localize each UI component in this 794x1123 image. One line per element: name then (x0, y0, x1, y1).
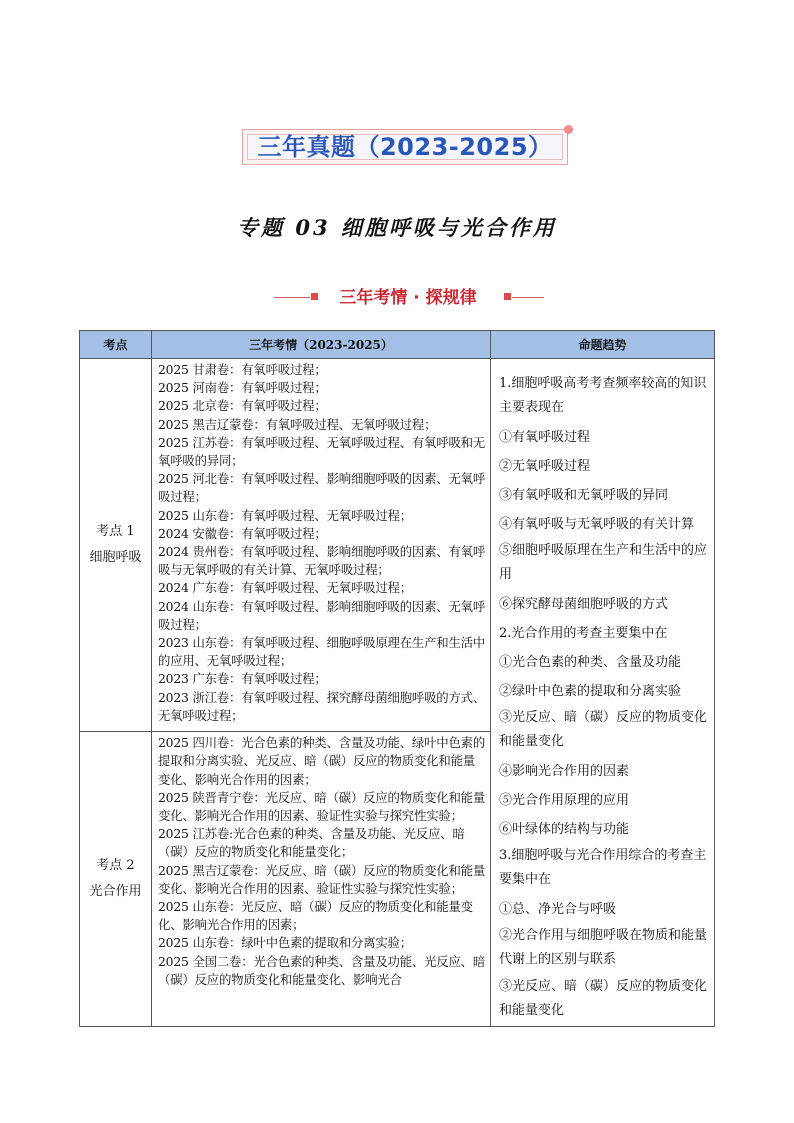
banner-dot-decoration (564, 125, 573, 134)
list-item: ①光合色素的种类、含量及功能 (499, 655, 682, 670)
list-item: ①有氧呼吸过程 (499, 430, 591, 445)
exam-analysis-table (79, 330, 715, 1027)
list-item: 2025 山东卷：光反应、暗（碳）反应的物质变化和能量变化、影响光合作用的因素； (158, 899, 473, 933)
table-header-row (80, 331, 715, 359)
list-item: 2024 贵州卷：有氧呼吸过程、影响细胞呼吸的因素、有氧呼吸与无氧呼吸的有关计算、无氧呼吸过程； (158, 544, 486, 578)
list-item: 2025 甘肃卷：有氧呼吸过程； (158, 362, 327, 377)
list-item: 2025 江苏卷：有氧呼吸过程、无氧呼吸过程、有氧呼吸和无氧呼吸的异同； (158, 434, 486, 469)
list-item: ①总、净光合与呼吸 (499, 902, 617, 917)
trend-heading: 2.光合作用的考查主要集中在 (499, 626, 668, 641)
list-item: ⑤光合作用原理的应用 (499, 793, 630, 808)
list-item: 2024 安徽卷：有氧呼吸过程； (158, 525, 327, 541)
list-item: 2025 陕晋青宁卷：光反应、暗（碳）反应的物质变化和能量变化、影响光合作用的因素、验证性实验与探究性实验； (158, 789, 486, 823)
section-heading-text: 三年考情 · 探规律 (339, 288, 477, 308)
list-item: ②无氧呼吸过程 (499, 459, 591, 474)
list-item: ⑥叶绿体的结构与功能 (499, 822, 630, 837)
heading-right-square-icon (504, 293, 511, 300)
list-item: 2025 山东卷：绿叶中色素的提取和分离实验； (158, 935, 412, 951)
trend-heading: 3.细胞呼吸与光合作用综合的考查主要集中在 (499, 848, 707, 887)
topic-cell (80, 359, 152, 732)
list-item: 2025 河北卷：有氧呼吸过程、影响细胞呼吸的因素、无氧呼吸过程； (158, 471, 486, 505)
list-item: ③光反应、暗（碳）反应的物质变化和能量变化 (499, 979, 708, 1018)
list-item: ⑤细胞呼吸原理在生产和生活中的应用 (499, 543, 708, 582)
list-item: 2025 河南卷：有氧呼吸过程； (158, 380, 327, 396)
list-item: 2025 四川卷：光合色素的种类、含量及功能、绿叶中色素的提取和分离实验、光反应、暗（碳）反应的物质变化和能量变化、影响光合作用的因素； (158, 735, 486, 787)
heading-right-line (512, 297, 544, 298)
topic-number: 考点 2 (96, 858, 135, 874)
papers-cell (152, 732, 491, 1027)
title-banner (242, 129, 568, 165)
papers-list (152, 359, 490, 725)
trend-heading: 1.细胞呼吸高考考查频率较高的知识主要表现在 (499, 376, 707, 415)
header-papers: 三年考情（2023-2025） (152, 331, 491, 359)
topic-name: 光合作用 (89, 884, 142, 900)
list-item: ③光反应、暗（碳）反应的物质变化和能量变化 (499, 710, 708, 749)
list-item: 2025 北京卷：有氧呼吸过程； (158, 398, 327, 414)
list-item: 2025 黑吉辽蒙卷：光反应、暗（碳）反应的物质变化和能量变化、影响光合作用的因素、验证性实验与探究性实验； (158, 862, 486, 896)
list-item: 2023 广东卷：有氧呼吸过程； (158, 671, 327, 687)
section-heading (270, 283, 546, 307)
banner-title: 三年真题（2023-2025） (257, 133, 553, 161)
papers-cell (152, 359, 491, 732)
list-item: 2023 浙江卷：有氧呼吸过程、探究酵母菌细胞呼吸的方式、无氧呼吸过程； (158, 689, 486, 723)
list-item: ②绿叶中色素的提取和分离实验 (499, 684, 682, 699)
topic-cell (80, 732, 152, 1027)
list-item: ④有氧呼吸与无氧呼吸的有关计算 (499, 517, 695, 532)
papers-list (152, 732, 490, 989)
trend-cell (491, 359, 715, 1027)
list-item: 2024 广东卷：有氧呼吸过程、无氧呼吸过程； (158, 580, 412, 596)
topic-name: 细胞呼吸 (89, 550, 142, 566)
header-topic: 考点 (80, 331, 152, 359)
list-item: ⑥探究酵母菌细胞呼吸的方式 (499, 597, 669, 612)
list-item: 2025 黑吉辽蒙卷：有氧呼吸过程、无氧呼吸过程； (158, 416, 437, 432)
topic-number: 考点 1 (96, 524, 135, 540)
table-row (80, 359, 715, 732)
list-item: ②光合作用与细胞呼吸在物质和能量代谢上的区别与联系 (499, 928, 708, 967)
list-item: 2024 山东卷：有氧呼吸过程、影响细胞呼吸的因素、无氧呼吸过程； (158, 598, 486, 632)
list-item: 2025 江苏卷:光合色素的种类、含量及功能、光反应、暗（碳）反应的物质变化和能量变化； (158, 826, 465, 860)
trend-list (491, 359, 714, 1023)
list-item: 2025 山东卷：有氧呼吸过程、无氧呼吸过程； (158, 507, 412, 523)
list-item: 2025 全国二卷：光合色素的种类、含量及功能、光反应、暗（碳）反应的物质变化和能量变化、影响光合 (158, 953, 486, 987)
document-title: 专题 03 细胞呼吸与光合作用 (237, 215, 557, 240)
list-item: ④影响光合作用的因素 (499, 764, 630, 779)
header-trend: 命题趋势 (491, 331, 715, 359)
list-item: 2023 山东卷：有氧呼吸过程、细胞呼吸原理在生产和生活中的应用、无氧呼吸过程； (158, 635, 486, 669)
list-item: ③有氧呼吸和无氧呼吸的异同 (499, 488, 669, 503)
